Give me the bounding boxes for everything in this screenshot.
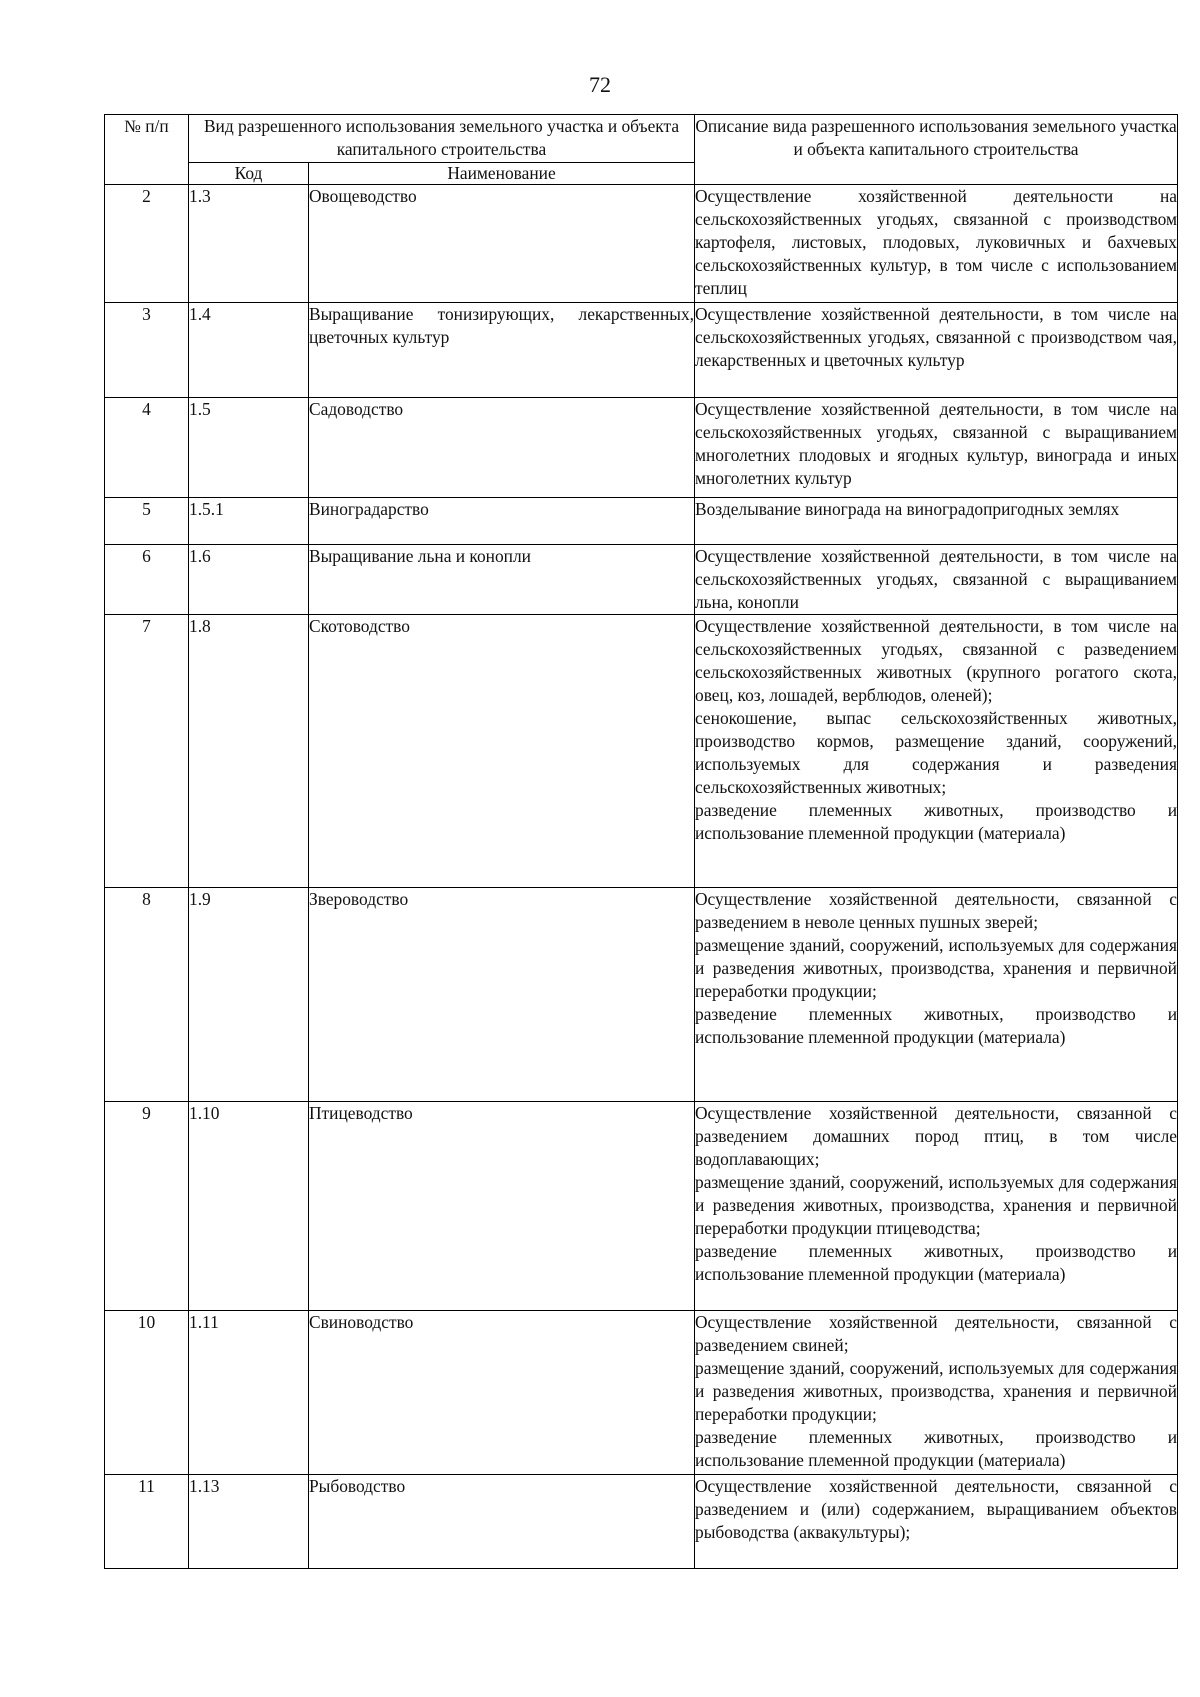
table-row	[105, 888, 1178, 1102]
header-description: Описание вида разрешенного использования земельного участка и объекта капитального строительства	[695, 115, 1178, 185]
description-paragraph: размещение зданий, сооружений, используемых для содержания и разведения животных, производства, хранения и первичной переработки продукции;	[695, 935, 1177, 1001]
row-name	[309, 303, 695, 398]
table-row	[105, 185, 1178, 303]
description-paragraph: разведение племенных животных, производство и использование племенной продукции (материала)	[695, 1004, 1177, 1047]
row-code: 1.13	[189, 1475, 309, 1569]
row-number: 9	[105, 1102, 189, 1311]
header-name: Наименование	[309, 163, 695, 185]
row-description	[695, 498, 1178, 545]
row-code: 1.10	[189, 1102, 309, 1311]
description-paragraph: Осуществление хозяйственной деятельности, в том числе на сельскохозяйственных угодьях, связанной с разведением сельскохозяйственных животных (крупного рогатого скота, овец, коз, лошадей, верблюдов, оленей);	[695, 616, 1177, 705]
table-row	[105, 1475, 1178, 1569]
row-code: 1.5.1	[189, 498, 309, 545]
row-name: Свиноводство	[309, 1311, 695, 1475]
table-row	[105, 398, 1178, 498]
row-name-text: Выращивание тонизирующих, лекарственных, цветочных культур	[309, 304, 694, 347]
table-row	[105, 615, 1178, 888]
row-number: 5	[105, 498, 189, 545]
header-number: № п/п	[105, 115, 189, 185]
row-number: 7	[105, 615, 189, 888]
description-paragraph: размещение зданий, сооружений, используемых для содержания и разведения животных, производства, хранения и первичной переработки продукции;	[695, 1358, 1177, 1424]
row-name: Садоводство	[309, 398, 695, 498]
row-code: 1.5	[189, 398, 309, 498]
description-paragraph: сенокошение, выпас сельскохозяйственных животных, производство кормов, размещение зданий, сооружений, используемых для содержания и разведения сельскохозяйственных животных;	[695, 708, 1177, 797]
description-paragraph: Осуществление хозяйственной деятельности, в том числе на сельскохозяйственных угодьях, связанной с выращиванием льна, конопли	[695, 546, 1177, 612]
row-description	[695, 1311, 1178, 1475]
description-paragraph: размещение зданий, сооружений, используемых для содержания и разведения животных, производства, хранения и первичной переработки продукции птицеводства;	[695, 1172, 1177, 1238]
row-name: Птицеводство	[309, 1102, 695, 1311]
table-body	[105, 185, 1178, 1569]
row-description	[695, 545, 1178, 615]
table-row	[105, 303, 1178, 398]
description-paragraph: Возделывание винограда на виноградопригодных землях	[695, 499, 1120, 519]
description-paragraph: Осуществление хозяйственной деятельности на сельскохозяйственных угодьях, связанной с производством картофеля, листовых, плодовых, луковичных и бахчевых сельскохозяйственных культур, в том числе с использованием теплиц	[695, 186, 1177, 298]
table-row	[105, 1311, 1178, 1475]
row-number: 8	[105, 888, 189, 1102]
page-number: 72	[589, 72, 611, 97]
row-description	[695, 1102, 1178, 1311]
row-code: 1.3	[189, 185, 309, 303]
description-paragraph: Осуществление хозяйственной деятельности, связанной с разведением домашних пород птиц, в том числе водоплавающих;	[695, 1103, 1177, 1169]
description-paragraph: разведение племенных животных, производство и использование племенной продукции (материала)	[695, 1241, 1177, 1284]
description-paragraph: разведение племенных животных, производство и использование племенной продукции (материала)	[695, 800, 1177, 843]
row-name: Звероводство	[309, 888, 695, 1102]
table-row	[105, 1102, 1178, 1311]
description-paragraph: Осуществление хозяйственной деятельности, связанной с разведением и (или) содержанием, выращиванием объектов рыбоводства (аквакультуры);	[695, 1476, 1177, 1542]
row-code: 1.11	[189, 1311, 309, 1475]
table-header	[105, 115, 1178, 185]
row-code: 1.9	[189, 888, 309, 1102]
row-number: 6	[105, 545, 189, 615]
row-number: 10	[105, 1311, 189, 1475]
row-code: 1.6	[189, 545, 309, 615]
header-code: Код	[189, 163, 309, 185]
row-name: Рыбоводство	[309, 1475, 695, 1569]
row-description	[695, 615, 1178, 888]
land-use-table	[104, 114, 1178, 1569]
row-number: 2	[105, 185, 189, 303]
row-number: 4	[105, 398, 189, 498]
row-number: 11	[105, 1475, 189, 1569]
row-name: Овощеводство	[309, 185, 695, 303]
row-description	[695, 888, 1178, 1102]
description-paragraph: Осуществление хозяйственной деятельности, в том числе на сельскохозяйственных угодьях, связанной с выращиванием многолетних плодовых и ягодных культур, винограда и иных многолетних культур	[695, 399, 1177, 488]
row-code: 1.8	[189, 615, 309, 888]
description-paragraph: Осуществление хозяйственной деятельности, связанной с разведением в неволе ценных пушных зверей;	[695, 889, 1177, 932]
row-name: Скотоводство	[309, 615, 695, 888]
description-paragraph: Осуществление хозяйственной деятельности, связанной с разведением свиней;	[695, 1312, 1177, 1355]
row-name: Виноградарство	[309, 498, 695, 545]
row-description	[695, 1475, 1178, 1569]
row-code: 1.4	[189, 303, 309, 398]
table-row	[105, 545, 1178, 615]
description-paragraph: Осуществление хозяйственной деятельности, в том числе на сельскохозяйственных угодьях, связанной с производством чая, лекарственных и цветочных культур	[695, 304, 1177, 370]
row-name: Выращивание льна и конопли	[309, 545, 695, 615]
description-paragraph: разведение племенных животных, производство и использование племенной продукции (материала)	[695, 1427, 1177, 1470]
row-number: 3	[105, 303, 189, 398]
row-description	[695, 185, 1178, 303]
header-group: Вид разрешенного использования земельного участка и объекта капитального строительства	[189, 115, 695, 163]
row-description	[695, 398, 1178, 498]
table-row	[105, 498, 1178, 545]
row-description	[695, 303, 1178, 398]
